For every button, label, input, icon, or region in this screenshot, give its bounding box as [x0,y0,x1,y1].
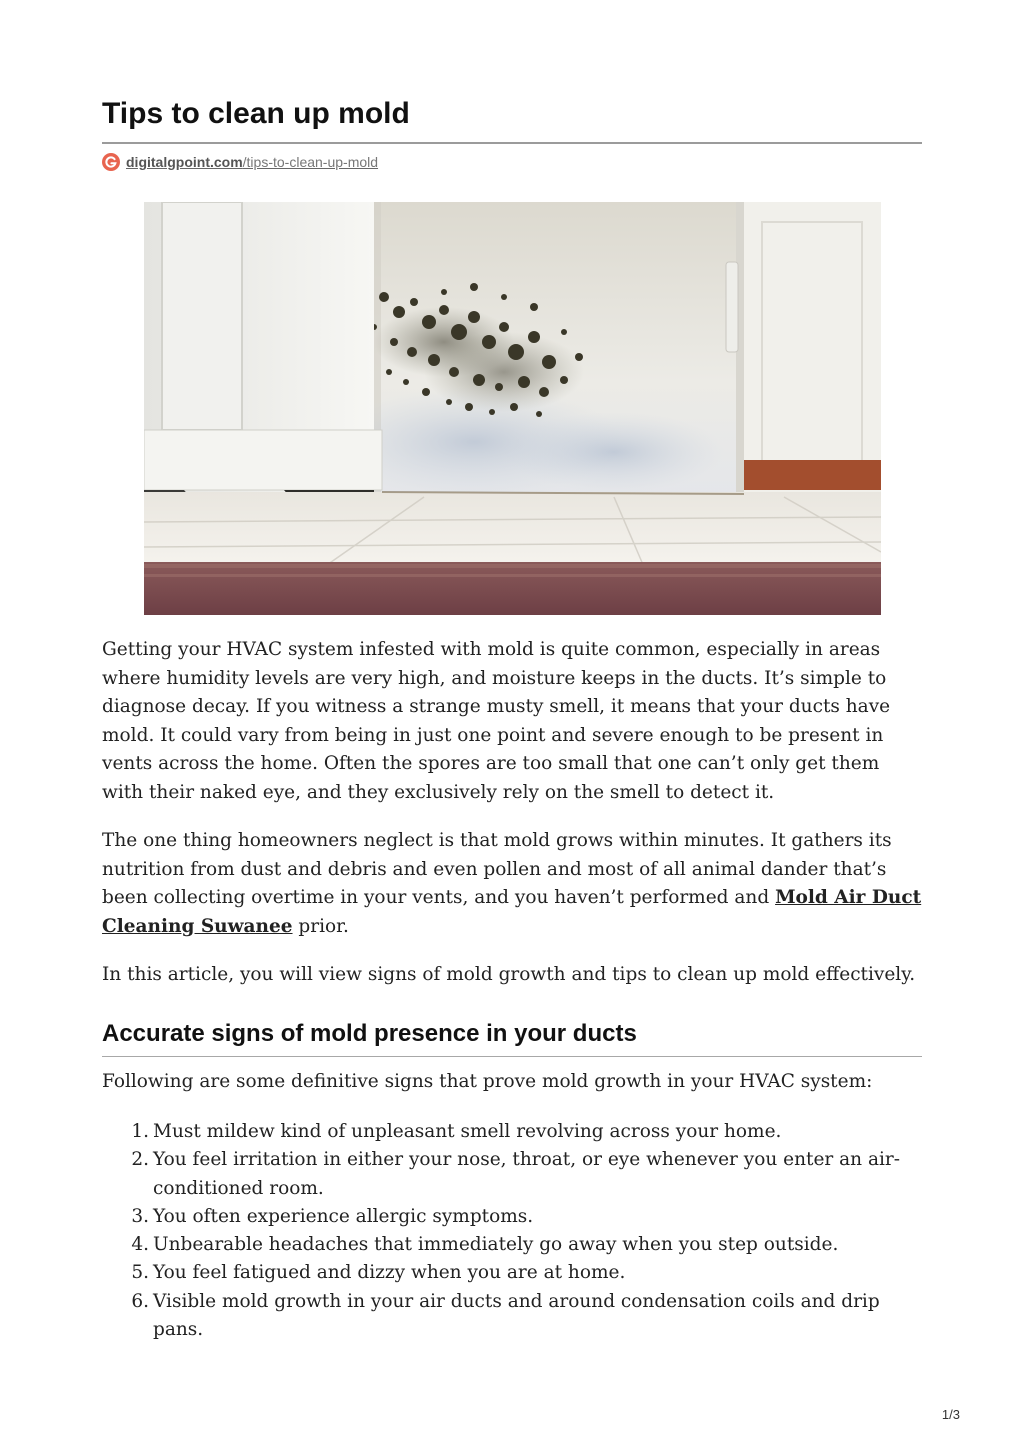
list-item-number: 6. [131,1290,149,1312]
list-item [102,1203,924,1231]
site-logo-icon [102,153,120,171]
source-domain: digitalgpoint.com [126,154,243,170]
intro-paragraph: Getting your HVAC system infested with mold is quite common, especially in areas where humidity levels are very high, and moisture keeps in the ducts. It’s simple to diagnose decay. If you witness a strange musty smell, it means that your ducts have mold. It could vary from being in just one point and severe enough to be present in vents across the home. Often the spores are too small that one can’t only get them with their naked eye, and they exclusively rely on the smell to detect it. [102,639,891,803]
list-item-text: You feel irritation in either your nose, throat, or eye whenever you enter an air-conditioned room. [153,1149,900,1199]
list-item-number: 1. [131,1121,149,1142]
list-item [102,1231,924,1259]
list-item-number: 3. [131,1205,149,1227]
list-item-text: Visible mold growth in your air ducts and around condensation coils and drip pans. [153,1290,880,1341]
list-item-text: Must mildew kind of unpleasant smell revolving across your home. [153,1121,782,1142]
list-item-number: 5. [131,1262,149,1284]
list-item [102,1259,924,1287]
source-path: /tips-to-clean-up-mold [242,154,379,170]
section-intro: Following are some definitive signs that prove mold growth in your HVAC system: [102,1071,873,1092]
title-divider [102,142,922,144]
mold-air-duct-cleaning-link[interactable]: Mold Air Duct Cleaning Suwanee [102,887,922,937]
neglect-paragraph-tail: prior. [298,915,349,937]
page-number: 1/3 [941,1407,960,1422]
neglect-paragraph [102,827,924,941]
page-title: Tips to clean up mold [102,97,410,130]
list-item-text: Unbearable headaches that immediately go away when you step outside. [153,1234,839,1256]
hero-image-illustration [144,202,881,615]
section-divider [102,1056,922,1057]
source-line [102,152,378,172]
neglect-paragraph-text: The one thing homeowners neglect is that mold grows within minutes. It gathers its nutrition from dust and debris and even pollen and most of all animal dander that’s been collecting overtime in your vents, and you haven’t performed and [102,830,892,908]
list-item [102,1118,924,1146]
source-link[interactable] [126,154,378,170]
article-overview-paragraph: In this article, you will view signs of mold growth and tips to clean up mold effectively. [102,964,916,985]
list-item-text: You feel fatigued and dizzy when you are at home. [153,1262,626,1284]
section-heading: Accurate signs of mold presence in your ducts [102,1020,637,1047]
list-item [102,1146,924,1203]
list-item [102,1288,924,1345]
mold-signs-list [102,1118,924,1344]
list-item-number: 2. [131,1149,149,1171]
list-item-number: 4. [131,1234,149,1256]
list-item-text: You often experience allergic symptoms. [153,1205,534,1227]
moldy-wall-photo [144,202,881,615]
